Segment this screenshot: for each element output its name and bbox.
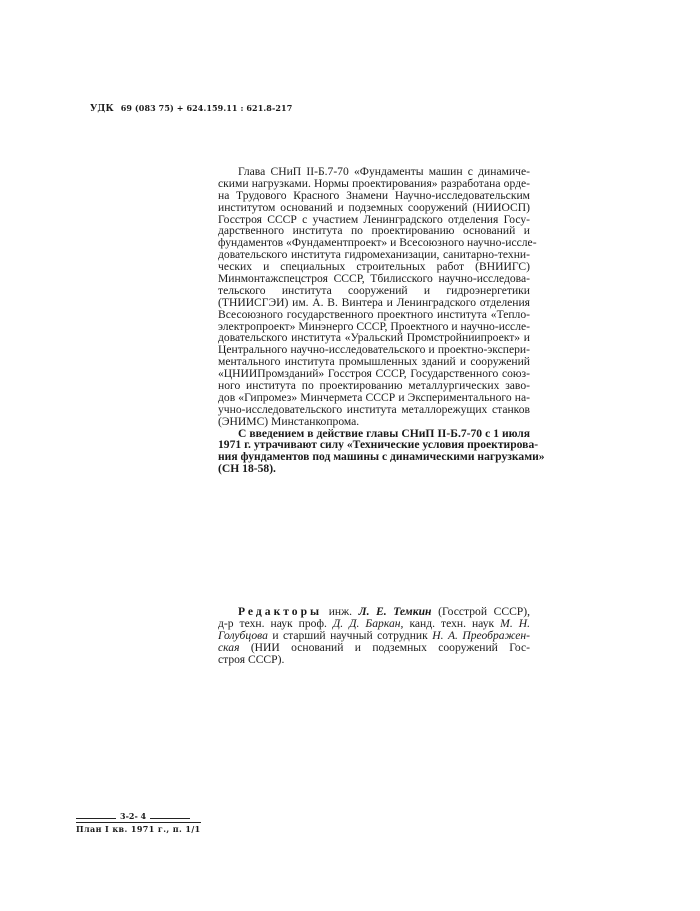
text-line: дарственного института по проектированию оснований и xyxy=(218,224,530,238)
main-paragraph xyxy=(218,165,545,476)
editors-line: строя СССР). xyxy=(218,652,285,666)
text-line: на Трудового Красного Знамени Научно-исследовательским xyxy=(218,188,530,202)
udk-code: 69 (083 75) + 624.159.11 : 621.8-217 xyxy=(120,103,293,113)
editors-credits xyxy=(218,606,530,665)
text-line: 1971 г. утрачивают силу «Технические условия проектирова- xyxy=(218,438,539,452)
text-line: Центрального научно-исследовательского и проектно-экспери- xyxy=(218,343,530,357)
editor-name: Голубцова xyxy=(218,628,268,642)
text-line: скими нагрузками. Нормы проектирования» разработана орде- xyxy=(218,176,530,190)
footer-plan: План I кв. 1971 г., п. 1/1 xyxy=(76,824,201,834)
editor-name: ская xyxy=(218,640,240,654)
text-line: довательского института гидромеханизации, санитарно-техни- xyxy=(218,248,530,262)
editor-title: инж. xyxy=(328,605,353,618)
editor-affiliation: (НИИ оснований и подземных сооружений Гос- xyxy=(250,640,530,654)
text-line: ментального института промышленных зданий и сооружений xyxy=(218,355,530,369)
text-line: ческих и специальных строительных работ (ВНИИГС) xyxy=(218,260,530,274)
print-footer xyxy=(76,811,201,834)
text-line: Глава СНиП II-Б.7-70 «Фундаменты машин с динамиче- xyxy=(238,165,530,178)
text-line: электропроект» Минэнерго СССР, Проектного и научно-иссле- xyxy=(218,319,530,333)
udk-label: УДК xyxy=(90,104,114,114)
editors-heading: Редакторы xyxy=(238,605,323,618)
text-line: С введением в действие главы СНиП II-Б.7-70 с 1 июля xyxy=(238,426,530,440)
editor-title: и старший научный сотрудник xyxy=(272,628,428,642)
text-line: Минмонтажспецстроя СССР, Тбилисского научно-исследова- xyxy=(218,272,530,286)
text-line: институтом оснований и подземных сооружений (НИИОСП) xyxy=(218,200,530,214)
text-line: (ЭНИМС) Минстанкопрома. xyxy=(218,414,360,428)
text-line: ния фундаментов под машины с динамическими нагрузками» xyxy=(218,450,545,464)
text-line: «ЦНИИПромзданий» Госстроя СССР, Государственного союз- xyxy=(218,367,530,381)
text-line: Всесоюзного государственного проектного института «Тепло- xyxy=(218,307,530,321)
text-line: учно-исследовательского института металлорежущих станков xyxy=(218,402,530,416)
text-line: довательского института «Уральский Промстройниипроект» и xyxy=(218,331,530,345)
footer-code: 3-2- 4 xyxy=(120,811,147,821)
text-line: (СН 18-58). xyxy=(218,462,276,476)
divider xyxy=(150,817,190,819)
text-line: фундаментов «Фундаментпроект» и Всесоюзного научно-иссле- xyxy=(218,236,537,250)
editor-title: канд. техн. наук xyxy=(409,616,495,630)
editor-affiliation: (Госстрой СССР), xyxy=(438,605,531,618)
text-line: дов «Гипромез» Минчермета СССР и Экспериментального на- xyxy=(218,390,530,404)
text-line: (ТНИИСГЭИ) им. А. В. Винтера и Ленинградского отделения xyxy=(218,295,530,309)
footer-code-row xyxy=(76,811,201,821)
editors-line xyxy=(218,642,530,654)
editor-name: Н. А. Преображен- xyxy=(432,628,530,642)
editor-name: Д. Д. Баркан, xyxy=(332,616,404,630)
editor-title: д-р техн. наук проф. xyxy=(218,616,327,630)
text-line: Госстроя СССР с участием Ленинградского отделения Госу- xyxy=(218,212,530,226)
udk-classification xyxy=(90,103,292,114)
text-line: ного института по проектированию металлургических заво- xyxy=(218,379,530,393)
editor-name: М. Н. xyxy=(500,616,530,630)
text-line: тельского института сооружений и гидроэнергетики xyxy=(218,283,530,297)
editor-name: Л. Е. Темкин xyxy=(358,605,432,618)
divider xyxy=(76,817,116,819)
